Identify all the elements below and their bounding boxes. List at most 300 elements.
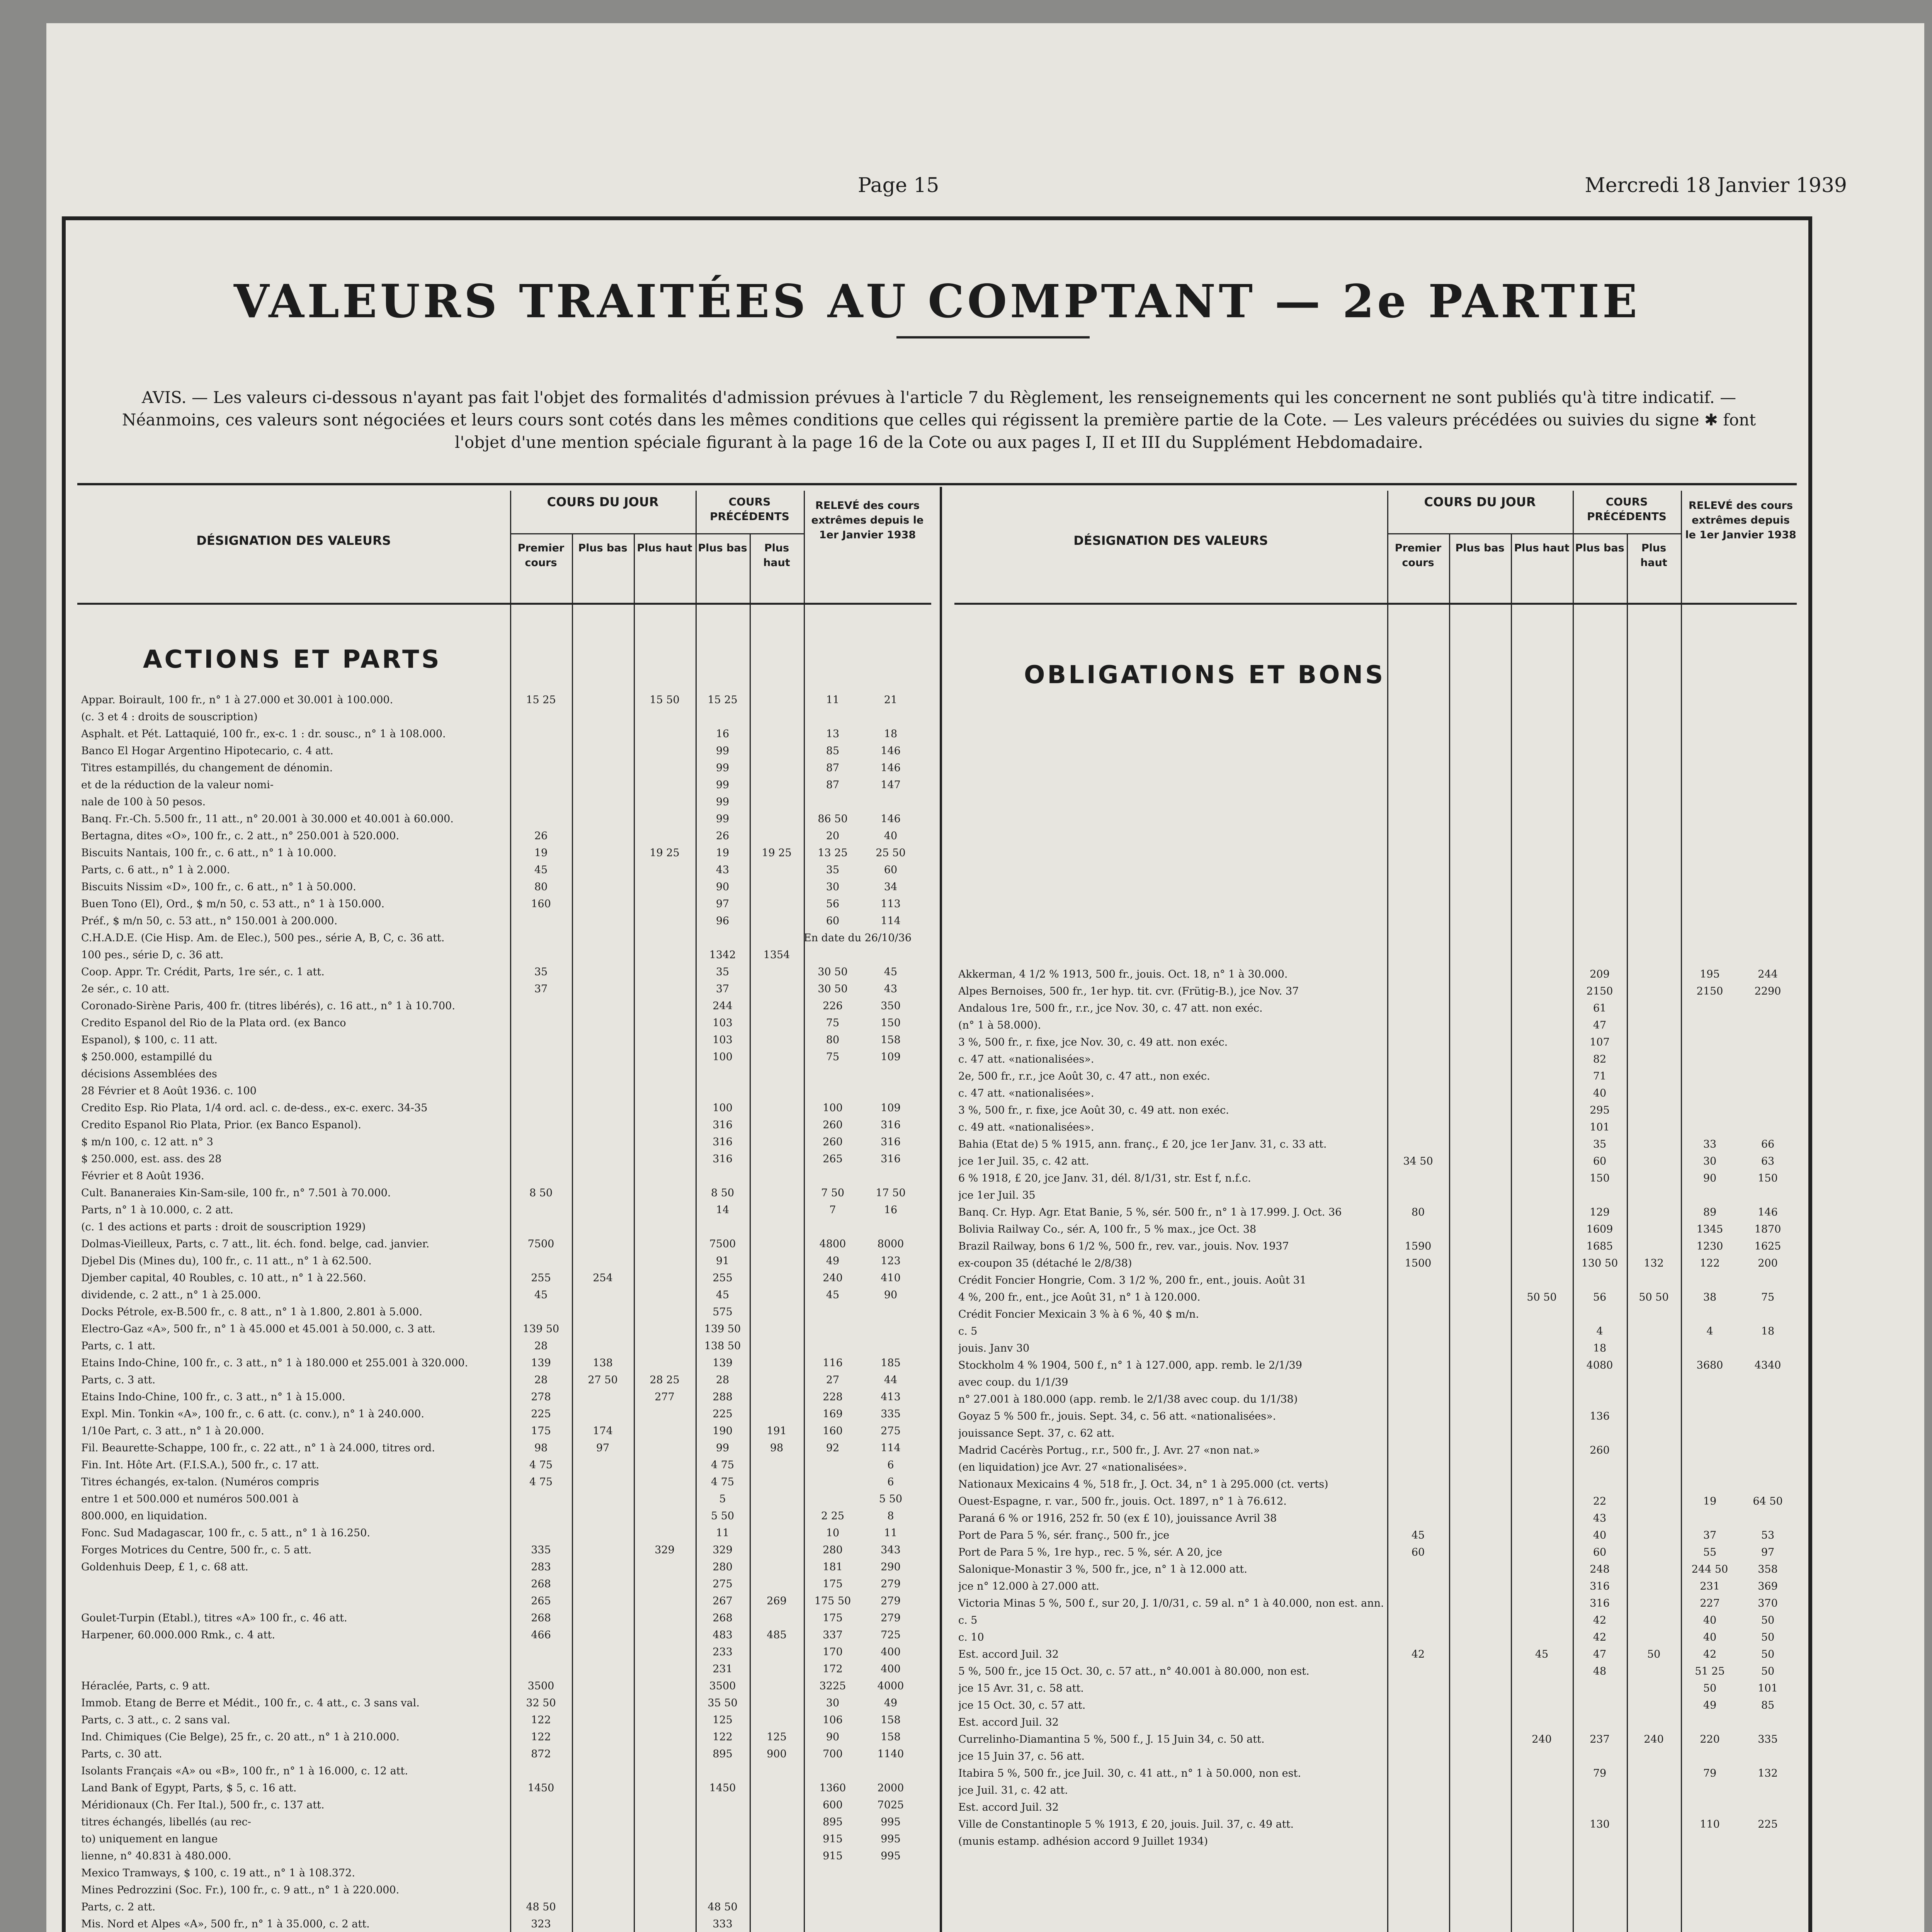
- row-designation: Méridionaux (Ch. Fer Ital.), 500 fr., c. 137 att.: [81, 1799, 325, 1811]
- right-table-header: [954, 491, 1797, 605]
- row-value-f: 10: [826, 1527, 840, 1539]
- table-row: [954, 1765, 1797, 1782]
- row-designation: Djember capital, 40 Roubles, c. 10 att., n° 1 à 22.560.: [81, 1272, 366, 1284]
- table-row: [77, 794, 931, 811]
- row-value-f: 40: [1703, 1614, 1717, 1626]
- row-value-f: 27: [826, 1374, 840, 1386]
- row-value-g: 413: [881, 1391, 901, 1403]
- row-value-d: 107: [1590, 1036, 1610, 1048]
- table-row: [954, 1221, 1797, 1238]
- row-value-f: 1230: [1696, 1240, 1723, 1252]
- row-value-a: 15 25: [526, 694, 556, 706]
- row-value-f: 42: [1703, 1648, 1717, 1660]
- row-value-d: 99: [716, 796, 730, 808]
- row-value-a: 265: [531, 1595, 551, 1607]
- row-value-f: 50: [1703, 1682, 1717, 1694]
- row-value-d: 316: [1590, 1597, 1610, 1609]
- row-value-d: 11: [716, 1527, 730, 1539]
- row-designation: (en liquidation) jce Avr. 27 «nationalisées».: [958, 1461, 1187, 1473]
- row-designation: Titres échangés, ex-talon. (Numéros compris: [81, 1476, 319, 1488]
- table-row: [77, 1355, 931, 1372]
- row-value-d: 48 50: [707, 1901, 738, 1913]
- designation-header: DÉSIGNATION DES VALEURS: [1073, 533, 1268, 548]
- table-row: [954, 1748, 1797, 1765]
- row-value-d: 96: [716, 915, 730, 927]
- row-value-d: 1342: [709, 949, 736, 961]
- row-value-d: 288: [713, 1391, 733, 1403]
- row-value-d: 99: [716, 1442, 730, 1454]
- table-row: [77, 1015, 931, 1032]
- row-value-g: 114: [881, 915, 901, 927]
- row-designation: c. 10: [958, 1631, 984, 1643]
- row-value-d: 42: [1593, 1631, 1607, 1643]
- row-designation: Land Bank of Egypt, Parts, $ 5, c. 16 att.: [81, 1782, 297, 1794]
- row-designation: Parts, c. 6 att., n° 1 à 2.000.: [81, 864, 230, 876]
- row-value-d: 316: [713, 1153, 733, 1165]
- row-value-g: 995: [881, 1816, 901, 1828]
- row-value-f: 172: [823, 1663, 843, 1675]
- row-value-e: 125: [767, 1731, 787, 1743]
- row-value-d: 122: [713, 1731, 733, 1743]
- row-designation: (c. 1 des actions et parts : droit de souscription 1929): [81, 1221, 366, 1233]
- table-row: [954, 1085, 1797, 1102]
- row-value-f: 45: [826, 1289, 840, 1301]
- table-row: [954, 1612, 1797, 1629]
- row-designation: Est. accord Juil. 32: [958, 1648, 1059, 1660]
- row-value-d: 19: [716, 847, 730, 859]
- row-designation: Nationaux Mexicains 4 %, 518 fr., J. Oct. 34, n° 1 à 295.000 (ct. verts): [958, 1478, 1328, 1490]
- row-value-f: 49: [1703, 1699, 1717, 1711]
- table-row: [77, 981, 931, 998]
- header-divider: [1681, 491, 1682, 603]
- row-value-a: 7500: [527, 1238, 554, 1250]
- row-value-f: 175: [823, 1612, 843, 1624]
- row-value-a: 139: [531, 1357, 551, 1369]
- table-row: [954, 1238, 1797, 1255]
- row-value-g: 146: [881, 745, 901, 757]
- row-value-b: 138: [593, 1357, 613, 1369]
- row-value-d: 575: [713, 1306, 733, 1318]
- row-value-d: 248: [1590, 1563, 1610, 1575]
- row-value-f: 80: [826, 1034, 840, 1046]
- row-designation: Forges Motrices du Centre, 500 fr., c. 5 att.: [81, 1544, 312, 1556]
- row-value-f: 175 50: [814, 1595, 851, 1607]
- row-value-f: 85: [826, 745, 840, 757]
- row-value-g: 40: [884, 830, 898, 842]
- table-row: [77, 1899, 931, 1916]
- row-value-d: 100: [713, 1051, 733, 1063]
- row-value-d: 18: [1593, 1342, 1607, 1354]
- row-value-d: 37: [716, 983, 730, 995]
- table-row: [954, 1833, 1797, 1850]
- row-value-f: 122: [1700, 1257, 1720, 1269]
- row-value-d: 82: [1593, 1053, 1607, 1065]
- row-value-d: 5: [719, 1493, 726, 1505]
- row-value-f: 79: [1703, 1767, 1717, 1779]
- row-value-d: 295: [1590, 1104, 1610, 1116]
- row-value-d: 2150: [1586, 985, 1613, 997]
- row-value-a: 225: [531, 1408, 551, 1420]
- table-row: [77, 726, 931, 743]
- row-value-d: 90: [716, 881, 730, 893]
- row-designation: 2e sér., c. 10 att.: [81, 983, 170, 995]
- row-designation: Préf., $ m/n 50, c. 53 att., n° 150.001 à 200.000.: [81, 915, 338, 927]
- header-divider: [510, 533, 696, 534]
- row-value-g: 63: [1761, 1155, 1775, 1167]
- row-value-f: 40: [1703, 1631, 1717, 1643]
- premier-cours-header: Premier cours: [517, 542, 565, 569]
- table-row: [954, 1442, 1797, 1459]
- table-row: [954, 1102, 1797, 1119]
- section-actions-parts: ACTIONS ET PARTS: [143, 645, 442, 674]
- row-designation: (munis estamp. adhésion accord 9 Juillet 1934): [958, 1835, 1208, 1847]
- row-value-f: 49: [826, 1255, 840, 1267]
- row-designation: jce Juil. 31, c. 42 att.: [958, 1784, 1068, 1796]
- row-designation: Paraná 6 % or 1916, 252 fr. 50 (ex £ 10), jouissance Avril 38: [958, 1512, 1277, 1524]
- row-designation: Stockholm 4 % 1904, 500 f., n° 1 à 127.000, app. remb. le 2/1/39: [958, 1359, 1302, 1371]
- row-value-a: 175: [531, 1425, 551, 1437]
- main-frame: [62, 216, 1812, 1932]
- table-row: [954, 1374, 1797, 1391]
- row-value-d: 4080: [1586, 1359, 1613, 1371]
- row-value-f: 55: [1703, 1546, 1717, 1558]
- table-row: [77, 1593, 931, 1610]
- table-row: [954, 1595, 1797, 1612]
- row-designation: Banq. Cr. Hyp. Agr. Etat Banie, 5 %, sér. 500 fr., n° 1 à 17.999. J. Oct. 36: [958, 1206, 1342, 1218]
- row-designation: et de la réduction de la valeur nomi-: [81, 779, 274, 791]
- row-value-a: 28: [534, 1340, 548, 1352]
- row-value-f: 60: [826, 915, 840, 927]
- row-value-a: 323: [531, 1918, 551, 1930]
- row-value-f: 915: [823, 1850, 843, 1862]
- row-value-d: 22: [1593, 1495, 1607, 1507]
- row-value-g: 225: [1758, 1818, 1778, 1830]
- row-value-d: 316: [713, 1136, 733, 1148]
- table-row: [77, 1627, 931, 1644]
- row-value-a: 122: [531, 1731, 551, 1743]
- row-value-a: 278: [531, 1391, 551, 1403]
- row-value-g: 335: [881, 1408, 901, 1420]
- row-value-e: 98: [770, 1442, 784, 1454]
- row-value-f: 240: [823, 1272, 843, 1284]
- row-designation: Dolmas-Vieilleux, Parts, c. 7 att., lit. éch. fond. belge, cad. janvier.: [81, 1238, 430, 1250]
- row-value-d: 100: [713, 1102, 733, 1114]
- row-value-e: 132: [1644, 1257, 1664, 1269]
- row-value-d: 99: [716, 779, 730, 791]
- row-value-d: 237: [1590, 1733, 1610, 1745]
- row-designation: Port de Para 5 %, sér. franç., 500 fr., jce: [958, 1529, 1170, 1541]
- row-value-d: 130 50: [1581, 1257, 1618, 1269]
- row-value-d: 40: [1593, 1087, 1607, 1099]
- row-value-f: 56: [826, 898, 840, 910]
- row-value-d: 260: [1590, 1444, 1610, 1456]
- row-value-f: 170: [823, 1646, 843, 1658]
- table-row: [77, 1304, 931, 1321]
- table-row: [77, 1423, 931, 1440]
- table-row: [77, 1916, 931, 1932]
- row-value-d: 35: [1593, 1138, 1607, 1150]
- row-value-g: 66: [1761, 1138, 1775, 1150]
- row-designation: Docks Pétrole, ex-B.500 fr., c. 8 att., n° 1 à 1.800, 2.801 à 5.000.: [81, 1306, 423, 1318]
- table-row: [77, 692, 931, 709]
- row-value-d: 99: [716, 813, 730, 825]
- row-value-d: 129: [1590, 1206, 1610, 1218]
- row-designation: Fonc. Sud Madagascar, 100 fr., c. 5 att., n° 1 à 16.250.: [81, 1527, 370, 1539]
- row-value-d: 233: [713, 1646, 733, 1658]
- row-value-a: 1590: [1405, 1240, 1432, 1252]
- row-value-d: 136: [1590, 1410, 1610, 1422]
- row-value-d: 4: [1596, 1325, 1603, 1337]
- row-value-d: 190: [713, 1425, 733, 1437]
- row-value-a: 283: [531, 1561, 551, 1573]
- row-value-f: 3225: [819, 1680, 846, 1692]
- row-value-g: 101: [1758, 1682, 1778, 1694]
- row-value-d: 28: [716, 1374, 730, 1386]
- row-value-a: 26: [534, 830, 548, 842]
- table-row: [954, 1255, 1797, 1272]
- row-value-f: 51 25: [1695, 1665, 1725, 1677]
- row-value-f: 100: [823, 1102, 843, 1114]
- row-value-e: 50 50: [1639, 1291, 1669, 1303]
- row-designation: Cult. Bananeraies Kin-Sam-sile, 100 fr., n° 7.501 à 70.000.: [81, 1187, 391, 1199]
- row-value-a: 42: [1411, 1648, 1425, 1660]
- row-value-g: 2290: [1754, 985, 1781, 997]
- row-value-g: 400: [881, 1663, 901, 1675]
- table-row: [77, 1219, 931, 1236]
- table-row: [77, 1338, 931, 1355]
- row-value-f: 260: [823, 1136, 843, 1148]
- right-rows: [954, 966, 1797, 1850]
- row-value-f: 700: [823, 1748, 843, 1760]
- row-designation: jce 15 Oct. 30, c. 57 att.: [958, 1699, 1086, 1711]
- row-designation: 100 pes., série D, c. 36 att.: [81, 949, 224, 961]
- table-row: [954, 1187, 1797, 1204]
- row-value-f: 106: [823, 1714, 843, 1726]
- table-row: [77, 1032, 931, 1049]
- row-value-f: 260: [823, 1119, 843, 1131]
- table-row: [954, 1289, 1797, 1306]
- row-value-g: 370: [1758, 1597, 1778, 1609]
- row-value-a: 48 50: [526, 1901, 556, 1913]
- row-designation: jce 1er Juil. 35, c. 42 att.: [958, 1155, 1089, 1167]
- table-row: [954, 1408, 1797, 1425]
- row-value-g: 244: [1758, 968, 1778, 980]
- row-value-a: 80: [534, 881, 548, 893]
- row-designation: Victoria Minas 5 %, 500 f., sur 20, J. 1/0/31, c. 59 al. n° 1 à 40.000, non est. ann.: [958, 1597, 1384, 1609]
- row-designation: jce 15 Juin 37, c. 56 att.: [958, 1750, 1085, 1762]
- row-value-d: 483: [713, 1629, 733, 1641]
- table-row: [954, 1391, 1797, 1408]
- row-value-d: 150: [1590, 1172, 1610, 1184]
- table-row: [954, 1731, 1797, 1748]
- row-value-a: 139 50: [522, 1323, 560, 1335]
- table-row: [77, 1168, 931, 1185]
- table-row: [954, 1544, 1797, 1561]
- row-value-a: 160: [531, 898, 551, 910]
- table-row: [954, 1000, 1797, 1017]
- row-designation: Ouest-Espagne, r. var., 500 fr., jouis. Oct. 1897, n° 1 à 76.612.: [958, 1495, 1287, 1507]
- row-value-g: 350: [881, 1000, 901, 1012]
- table-row: [77, 1763, 931, 1780]
- row-value-a: 8 50: [529, 1187, 553, 1199]
- row-value-d: 231: [713, 1663, 733, 1675]
- row-value-f: 33: [1703, 1138, 1717, 1150]
- table-row: [77, 947, 931, 964]
- row-value-c: 15 50: [650, 694, 680, 706]
- row-value-f: 226: [823, 1000, 843, 1012]
- row-value-f: 86 50: [818, 813, 848, 825]
- row-value-f: 30: [1703, 1155, 1717, 1167]
- row-value-f: 110: [1700, 1818, 1720, 1830]
- table-row: [954, 1340, 1797, 1357]
- table-row: [77, 1678, 931, 1695]
- row-value-g: 60: [884, 864, 898, 876]
- row-value-d: 43: [1593, 1512, 1607, 1524]
- row-value-g: 1625: [1754, 1240, 1781, 1252]
- row-value-g: 132: [1758, 1767, 1778, 1779]
- row-value-g: 109: [881, 1102, 901, 1114]
- row-value-g: 85: [1761, 1699, 1775, 1711]
- table-row: [77, 743, 931, 760]
- row-designation: Djebel Dis (Mines du), 100 fr., c. 11 att., n° 1 à 62.500.: [81, 1255, 372, 1267]
- row-value-g: 158: [881, 1714, 901, 1726]
- table-row: [954, 1493, 1797, 1510]
- header-divider: [1387, 533, 1573, 534]
- row-value-g: 123: [881, 1255, 901, 1267]
- table-row: [77, 1644, 931, 1661]
- row-value-d: 71: [1593, 1070, 1607, 1082]
- row-value-d: 56: [1593, 1291, 1607, 1303]
- table-row: [954, 1323, 1797, 1340]
- row-designation: Salonique-Monastir 3 %, 500 fr., jce, n° 1 à 12.000 att.: [958, 1563, 1247, 1575]
- title-rule: [896, 336, 1090, 338]
- row-value-f: 75: [826, 1017, 840, 1029]
- row-value-g: 316: [881, 1136, 901, 1148]
- section-obligations-bons: OBLIGATIONS ET BONS: [1024, 661, 1386, 689]
- table-row: [954, 1646, 1797, 1663]
- row-designation: Currelinho-Diamantina 5 %, 500 f., J. 15 Juin 34, c. 50 att.: [958, 1733, 1265, 1745]
- row-value-e: 19 25: [762, 847, 792, 859]
- row-value-d: 130: [1590, 1818, 1610, 1830]
- table-row: [77, 1797, 931, 1814]
- cours-du-jour-header: COURS DU JOUR: [1424, 495, 1536, 509]
- page-number: Page 15: [858, 174, 939, 197]
- row-designation: Expl. Min. Tonkin «A», 100 fr., c. 6 att. (c. conv.), n° 1 à 240.000.: [81, 1408, 424, 1420]
- row-designation: nale de 100 à 50 pesos.: [81, 796, 206, 808]
- row-value-g: 44: [884, 1374, 898, 1386]
- row-value-f: 2150: [1696, 985, 1723, 997]
- table-row: [954, 1170, 1797, 1187]
- row-value-f: 90: [1703, 1172, 1717, 1184]
- row-value-c: 28 25: [650, 1374, 680, 1386]
- row-designation: Alpes Bernoises, 500 fr., 1er hyp. tit. cvr. (Frütig-B.), jce Nov. 37: [958, 985, 1299, 997]
- table-row: [77, 1695, 931, 1712]
- row-designation: $ m/n 100, c. 12 att. n° 3: [81, 1136, 213, 1148]
- row-value-e: 1354: [763, 949, 790, 961]
- table-row: [954, 1697, 1797, 1714]
- row-value-d: 103: [713, 1017, 733, 1029]
- row-designation: Buen Tono (El), Ord., $ m/n 50, c. 53 att., n° 1 à 150.000.: [81, 898, 385, 910]
- row-value-g: 21: [884, 694, 898, 706]
- table-row: [954, 1017, 1797, 1034]
- row-designation: Parts, c. 3 att.: [81, 1374, 156, 1386]
- row-value-e: 50: [1647, 1648, 1661, 1660]
- row-value-b: 254: [593, 1272, 613, 1284]
- row-designation: lienne, n° 40.831 à 480.000.: [81, 1850, 231, 1862]
- row-value-g: 2000: [877, 1782, 904, 1794]
- row-value-f: 87: [826, 779, 840, 791]
- row-value-g: 25 50: [876, 847, 906, 859]
- row-designation: Coronado-Sirène Paris, 400 fr. (titres libérés), c. 16 att., n° 1 à 10.700.: [81, 1000, 455, 1012]
- row-designation: c. 5: [958, 1614, 978, 1626]
- row-value-d: 7500: [709, 1238, 736, 1250]
- row-value-g: 995: [881, 1833, 901, 1845]
- row-value-d: 97: [716, 898, 730, 910]
- table-row: [77, 1661, 931, 1678]
- row-value-a: 45: [534, 1289, 548, 1301]
- table-row: [954, 1306, 1797, 1323]
- row-value-g: 279: [881, 1578, 901, 1590]
- row-designation: Fin. Int. Hôte Art. (F.I.S.A.), 500 fr., c. 17 att.: [81, 1459, 319, 1471]
- row-value-f: 195: [1700, 968, 1720, 980]
- table-row: [77, 879, 931, 896]
- row-designation: Banco El Hogar Argentino Hipotecario, c. 4 att.: [81, 745, 333, 757]
- row-value-g: 6: [887, 1476, 894, 1488]
- row-value-g: 358: [1758, 1563, 1778, 1575]
- row-value-d: 47: [1593, 1019, 1607, 1031]
- table-row: [77, 811, 931, 828]
- row-value-e: 240: [1644, 1733, 1664, 1745]
- cours-precedents-header: COURS PRÉCÉDENTS: [710, 495, 789, 523]
- table-row: [77, 1814, 931, 1831]
- table-row: [954, 1204, 1797, 1221]
- table-row: [954, 1051, 1797, 1068]
- table-row: [77, 1848, 931, 1865]
- row-value-a: 1500: [1405, 1257, 1432, 1269]
- row-value-d: 138 50: [704, 1340, 741, 1352]
- row-value-f: 231: [1700, 1580, 1720, 1592]
- row-value-a: 32 50: [526, 1697, 556, 1709]
- row-value-c: 19 25: [650, 847, 680, 859]
- row-designation: c. 47 att. «nationalisées».: [958, 1053, 1094, 1065]
- row-designation: Crédit Foncier Mexicain 3 % à 6 %, 40 $ m/n.: [958, 1308, 1199, 1320]
- row-value-d: 35: [716, 966, 730, 978]
- plus-bas-header: Plus bas: [578, 542, 628, 554]
- row-designation: Itabira 5 %, 500 fr., jce Juil. 30, c. 41 att., n° 1 à 50.000, non est.: [958, 1767, 1301, 1779]
- row-designation: (n° 1 à 58.000).: [958, 1019, 1041, 1031]
- row-designation: 28 Février et 8 Août 1936. c. 100: [81, 1085, 257, 1097]
- row-value-g: 5 50: [879, 1493, 903, 1505]
- row-value-g: 185: [881, 1357, 901, 1369]
- table-row: [77, 1389, 931, 1406]
- row-value-c: 45: [1535, 1648, 1549, 1660]
- row-value-d: 15 25: [707, 694, 738, 706]
- row-value-d: 5 50: [711, 1510, 735, 1522]
- row-designation: Banq. Fr.-Ch. 5.500 fr., 11 att., n° 20.001 à 30.000 et 40.001 à 60.000.: [81, 813, 454, 825]
- row-value-d: 139: [713, 1357, 733, 1369]
- table-row: [77, 1542, 931, 1559]
- table-row: [77, 1117, 931, 1134]
- row-value-d: 139 50: [704, 1323, 741, 1335]
- row-designation: Credito Espanol del Rio de la Plata ord. (ex Banco: [81, 1017, 346, 1029]
- row-designation: Isolants Français «A» ou «B», 100 fr., n° 1 à 16.000, c. 12 att.: [81, 1765, 408, 1777]
- row-value-d: 255: [713, 1272, 733, 1284]
- row-value-f: 19: [1703, 1495, 1717, 1507]
- row-value-g: 275: [881, 1425, 901, 1437]
- row-value-d: 45: [716, 1289, 730, 1301]
- table-row: [954, 1357, 1797, 1374]
- prec-haut-header: Plus haut: [763, 542, 790, 569]
